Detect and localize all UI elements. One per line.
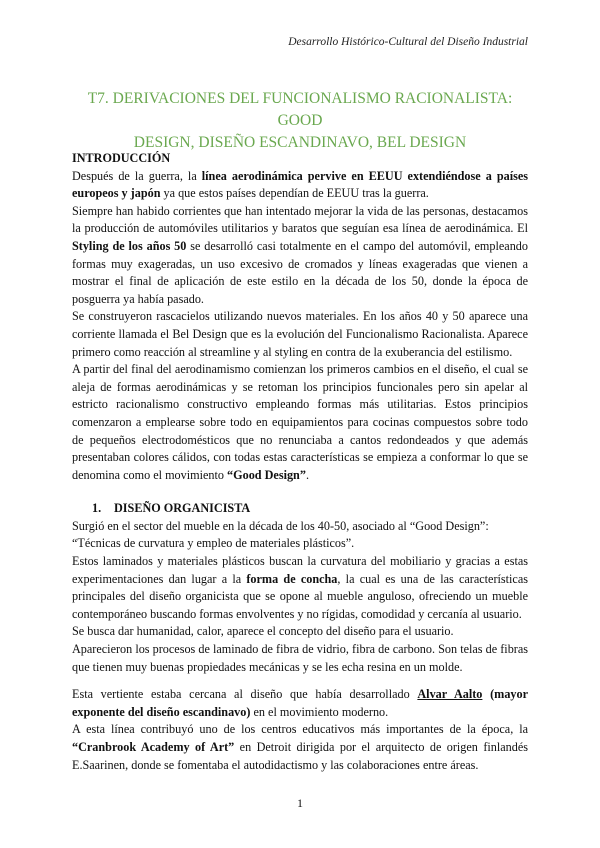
text-run: A partir del final del aerodinamismo comienzan los primeros cambios en el diseño, el cual se aleja de formas aerodinámicas y se retoman los principios funcionales pero sin apelar al estricto racionalismo constructivo empleando formas más utilitarias. Estos principios comenzaron a emplearse sobre todo en equipamientos para cocinas compuestos sobre todo de pequeños electrodomésticos que no renunciaba a cantos redondeados y que además presentaban colores cálidos, con todas estas características se empieza a conformar lo que se denomina como el movimiento	[72, 362, 528, 482]
document-body	[72, 150, 528, 774]
text-run: en el movimiento moderno.	[250, 704, 389, 719]
text-run: se desarrolló casi totalmente en el campo del automóvil, empleando formas muy exageradas, un uso excesivo de cromados y líneas exageradas que vienen a mostrar el final de aplicación de este estilo en la década de los 50, donde la época de posguerra ya había pasado.	[72, 238, 528, 306]
paragraph	[72, 721, 528, 774]
page-title-line: T7. DERIVACIONES DEL FUNCIONALISMO RACIONALISTA: GOOD	[87, 90, 513, 129]
paragraph	[72, 361, 528, 484]
text-run: Esta vertiente estaba cercana al diseño que había desarrollado	[72, 687, 418, 702]
text-run: Siempre han habido corrientes que han intentado mejorar la vida de las personas, destacamos la producción de automóviles utilitarios y baratos que seguían esa línea de aerodinámica. El	[72, 203, 528, 236]
paragraph	[72, 168, 528, 203]
text-run: Después de la guerra, la	[72, 168, 202, 183]
bold-text: “Cranbrook Academy of Art”	[72, 740, 235, 754]
bold-text: “Good Design”	[227, 467, 306, 482]
section-heading-introduction: INTRODUCCIÓN	[72, 151, 171, 165]
paragraph: Surgió en el sector del mueble en la década de los 40-50, asociado al “Good Design”:	[72, 518, 489, 533]
paragraph	[72, 686, 528, 721]
section-heading-text: DISEÑO ORGANICISTA	[114, 501, 251, 516]
paragraph	[72, 203, 528, 309]
text-run: ya que estos países dependían de EEUU tras la guerra.	[160, 186, 429, 201]
paragraph: Se busca dar humanidad, calor, aparece el concepto del diseño para el usuario.	[72, 624, 454, 639]
text-run: , la cual es una de las características principales del diseño organicista que se opone al mueble anguloso, ofreciendo un mueble contemporáneo buscando formas envolventes y no rígidas, comodidad y cercanía al usuario.	[72, 571, 528, 621]
page-title-line: DESIGN, DISEÑO ESCANDINAVO, BEL DESIGN	[133, 134, 467, 151]
section-number: 1.	[92, 501, 102, 516]
paragraph	[72, 553, 528, 623]
text-run: en Detroit dirigida por el arquitecto de origen finlandés E.Saarinen, donde se fomentaba el autodidactismo y las colaboraciones entre áreas.	[72, 740, 528, 772]
bold-text: Styling de los años 50	[72, 238, 187, 253]
text-run: A esta línea contribuyó uno de los centros educativos más importantes de la época, la	[72, 722, 528, 737]
paragraph: Se construyeron rascacielos utilizando nuevos materiales. En los años 40 y 50 aparece una corriente llamada el Bel Design que es la evolución del Funcionalismo Racionalista. Aparece primero como reacción al streamline y al styling en contra de la exuberancia del estilismo.	[72, 309, 528, 359]
running-header: Desarrollo Histórico-Cultural del Diseño Industrial	[288, 36, 528, 48]
section-heading-organicist-design	[72, 500, 528, 518]
bold-text: (mayor exponente del diseño escandinavo)	[72, 687, 529, 719]
bold-text: línea aerodinámica pervive en EEUU extendiéndose a países europeos y japón	[72, 168, 528, 201]
page-title	[72, 88, 528, 154]
text-run: Estos laminados y materiales plásticos buscan la curvatura del mobiliario y gracias a estas experimentaciones dan lugar a la	[72, 554, 528, 586]
text-run: .	[305, 467, 309, 482]
bold-underlined-text: Alvar Aalto	[417, 687, 483, 702]
paragraph: “Técnicas de curvatura y empleo de materiales plásticos”.	[72, 536, 355, 551]
bold-text: forma de concha	[246, 571, 338, 586]
page-number: 1	[297, 796, 303, 810]
paragraph: Aparecieron los procesos de laminado de fibra de vidrio, fibra de carbono. Son telas de fibras que tienen muy buenas propiedades mecánicas y se les echa resina en un molde.	[72, 642, 528, 674]
